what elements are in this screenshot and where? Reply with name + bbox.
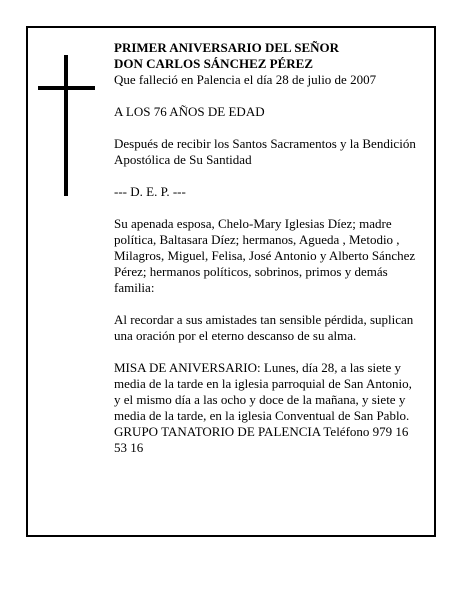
sacraments-paragraph: Después de recibir los Santos Sacramentos y la Bendición Apostólica de Su Santidad xyxy=(114,136,416,167)
title-line-2: DON CARLOS SÁNCHEZ PÉREZ xyxy=(114,56,314,71)
family-paragraph: Su apenada esposa, Chelo-Mary Iglesias Díez; madre política, Baltasara Díez; hermanos, Agueda , Metodio , Milagros, Miguel, Felisa, José Antonio y Alberto Sánchez Pérez; hermanos políticos, sobrinos, primos y demás familia: xyxy=(114,216,416,295)
funeral-home-line: GRUPO TANATORIO DE PALENCIA Teléfono 979 16 53 16 xyxy=(114,424,409,455)
title-line-1: PRIMER ANIVERSARIO DEL SEÑOR xyxy=(114,40,340,55)
rip-line: --- D. E. P. --- xyxy=(114,184,186,199)
mass-paragraph: MISA DE ANIVERSARIO: Lunes, día 28, a las siete y media de la tarde en la iglesia parroquial de San Antonio, y el mismo día a las ocho y doce de la mañana, y siete y media de la tarde, en la iglesia Conventual de San Pablo. xyxy=(114,360,412,423)
request-paragraph: Al recordar a sus amistades tan sensible pérdida, suplican una oración por el eterno descanso de su alma. xyxy=(114,312,414,343)
obituary-text xyxy=(114,40,419,456)
cross-icon xyxy=(64,55,68,196)
cross-icon-crossbar xyxy=(38,86,95,90)
age-line: A LOS 76 AÑOS DE EDAD xyxy=(114,104,265,119)
death-notice: Que falleció en Palencia el día 28 de julio de 2007 xyxy=(114,72,377,87)
